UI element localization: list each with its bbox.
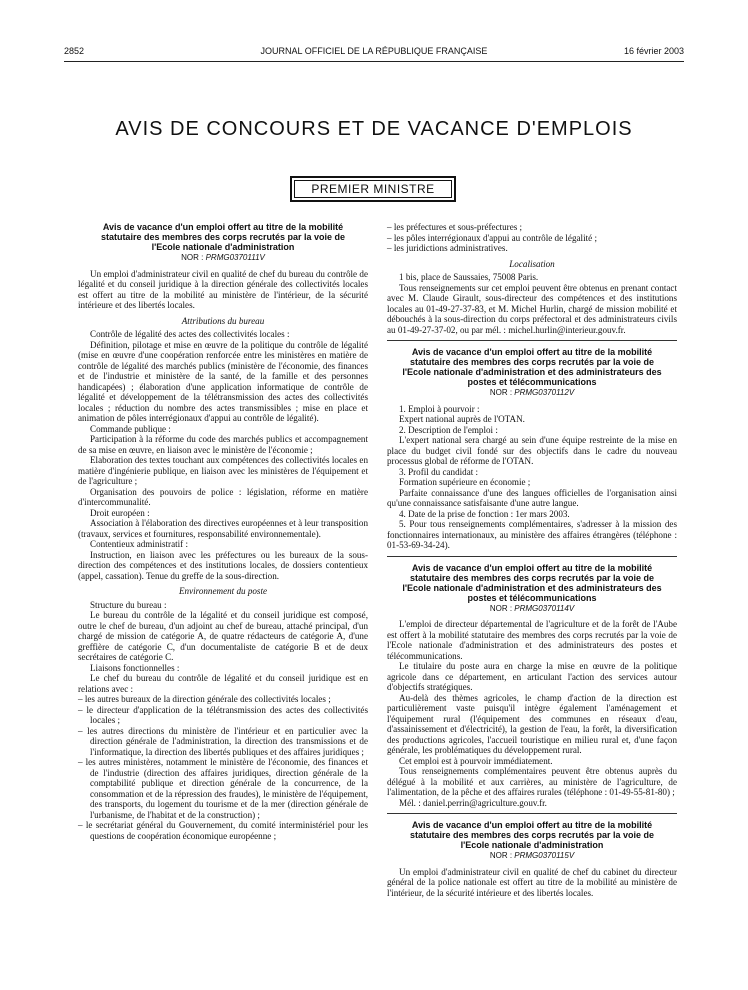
paragraph: Un emploi d'administrateur civil en qualité de chef du cabinet du directeur général de la police nationale est offert au titre de la mobilité au ministère de l'intérieur, de la sécurité intérieure et des libertés locales. [387,866,677,898]
paragraph: L'emploi de directeur départemental de l'agriculture et de la forêt de l'Aube est offert à la mobilité statutaire des membres des corps recrutés par la voie de l'Ecole nationale d'administration et des administrateurs des postes et télécommunications. [387,619,677,661]
divider [387,556,677,557]
nor-line [78,253,368,264]
paragraph: 3. Profil du candidat : [399,466,479,477]
paragraph: Contrôle de légalité des actes des collectivités locales : [90,329,290,339]
paragraph: Contentieux administratif : [90,539,188,549]
header-rule [64,61,684,62]
page-header [64,46,684,60]
avis-title: Avis de vacance d'un emploi offert au titre de la mobilité statutaire des membres des corps recrutés par la voie de l'Ecole nationale d'administration et des administrateurs des postes et télécommunications [402,347,662,387]
paragraph: Formation supérieure en économie ; [399,477,531,487]
intro-paragraph: Un emploi d'administrateur civil en qualité de chef du bureau du contrôle de légalité et du conseil juridique à la direction générale des collectivités locales est offert au titre de la mobilité au ministère de l'intérieur, de la sécurité intérieure et des libertés locales. [78,268,368,310]
avis-title: Avis de vacance d'un emploi offert au titre de la mobilité statutaire des membres des corps recrutés par la voie de l'Ecole nationale d'administration et des administrateurs des postes et télécommunications [402,562,662,603]
list-item: – le directeur d'application de la télétransmission des actes des collectivités locales ; [78,704,368,725]
relations-list-continued [387,222,677,254]
paragraph: Le chef du bureau du contrôle de légalité et du conseil juridique est en relations avec : [78,673,368,694]
nor-code: PRMG0370114V [514,603,575,613]
address: 1 bis, place de Saussaies, 75008 Paris. [399,272,539,282]
section-box [290,176,456,202]
nor-prefix: NOR : [489,851,515,860]
paragraph: Au-delà des thèmes agricoles, le champ d'action de la direction est particulièrement vaste puisqu'il intègre également l'aménagement et l'équipement rural (l'équipement des communes en réseaux d'eau, d'assainissement et d'électricité), la gestion de l'eau, la forêt, la diversification des productions agricoles, l'accueil touristique en milieu rural et, d'une façon générale, les problématiques du développement rural. [387,692,677,755]
paragraph: 4. Date de la prise de fonction : 1er mars 2003. [399,508,570,519]
list-item: – les autres bureaux de la direction générale des collectivités locales ; [78,694,331,704]
paragraph: Participation à la réforme du code des marchés publics et accompagnement de sa mise en œuvre, en liaison avec le ministère de l'économie ; [78,434,368,455]
localisation-heading: Localisation [509,258,555,269]
environnement-heading: Environnement du poste [178,586,268,596]
paragraph: Parfaite connaissance d'une des langues officielles de l'organisation ainsi qu'une connaissance satisfaisante d'une autre langue. [387,487,677,508]
nor-code: PRMG0370112V [514,388,575,397]
list-item: – les autres ministères, notamment le ministère de l'économie, des finances et de l'industrie (direction des affaires juridiques, direction générale de la comptabilité publique et direction générale de la concurrence, de la consommation et de la répression des fraudes), le ministère de l'équipement, des transports, du logement du tourisme et de la mer (direction générale de l'urbanisme, de l'habitat et de la construction) ; [78,757,368,820]
right-column [387,222,677,898]
paragraph: Liaisons fonctionnelles : [90,662,180,673]
paragraph: 1. Emploi à pourvoir : [399,403,480,414]
nor-line [387,388,677,399]
nor-line [387,604,677,615]
paragraph: 5. Pour tous renseignements complémentaires, s'adresser à la mission des fonctionnaires internationaux, au ministère des affaires étrangères (téléphone : 01-53-69-34-24). [387,519,677,550]
page-number: 2852 [64,46,85,56]
paragraph: Association à l'élaboration des directives européennes et à leur transposition (travaux, services et fournitures, responsabilité environnementale). [78,518,368,539]
paragraph: Tous renseignements complémentaires peuvent être obtenus auprès du délégué à la mobilité et aux carrières, au ministère de l'agriculture, de l'alimentation, de la pêche et des affaires rurales (téléphone : 01-49-55-81-80) ; [387,766,677,797]
paragraph: L'expert national sera chargé au sein d'une équipe restreinte de la mise en place du budget civil fondé sur des objectifs dans le cadre du nouveau processus global de réforme de l'OTAN. [387,435,677,466]
section-title: PREMIER MINISTRE [294,180,452,198]
paragraph: Droit européen : [90,507,150,518]
divider [387,813,677,814]
list-item: – les préfectures et sous-préfectures ; [387,222,523,232]
main-title: AVIS DE CONCOURS ET DE VACANCE D'EMPLOIS [115,118,633,140]
attributions-heading: Attributions du bureau [181,315,265,326]
list-item: – le secrétariat général du Gouvernement, du comité interministériel pour les questions de coopération économique européenne ; [78,820,368,841]
issue-date: 16 février 2003 [623,46,684,56]
nor-line [387,851,677,862]
paragraph: Le titulaire du poste aura en charge la mise en œuvre de la politique agricole dans ce département, en articulant l'action des services autour d'objectifs stratégiques. [387,661,677,692]
nor-code: PRMG0370111V [205,253,265,262]
paragraph: Définition, pilotage et mise en œuvre de la politique du contrôle de légalité (mise en œuvre d'une coopération renforcée entre les ministères en matière de contrôle de légalité des marchés publics (ministère de l'économie, des finances et de l'industrie et ministère de la santé, de la famille et des personnes handicapées) ; élaboration d'une application informatique de contrôle de légalité et développement de la télétransmission des actes des collectivités locales ; réduction du nombre des actes transmissibles ; mise en place et animation de pôles interrégionaux d'appui au contrôle de légalité). [78,339,368,423]
paragraph: Elaboration des textes touchant aux compétences des collectivités locales en matière d'ingénierie publique, en liaison avec les ministères de l'équipement et de l'agriculture ; [78,455,368,486]
list-item: – les juridictions administratives. [387,243,508,253]
paragraph: 2. Description de l'emploi : [399,424,498,435]
list-item: – les autres directions du ministère de l'intérieur et en particulier avec la direction générale de l'administration, la direction des transmissions et de l'informatique, la direction des libertés publiques et des affaires juridiques ; [78,725,368,757]
paragraph: Commande publique : [90,423,171,434]
nor-prefix: NOR : [489,603,515,613]
contact-paragraph: Tous renseignements sur cet emploi peuvent être obtenus en prenant contact avec M. Claude Girault, sous-directeur des compétences et des institutions locales au 01-49-27-37-83, et M. Michel Hurlin, chargé de mission mobilité et débouchés à la sous-direction du corps préfectoral et des administrateurs civils au 01-49-27-37-02, ou par mél. : michel.hurlin@interieur.gouv.fr. [387,282,677,335]
journal-title: JOURNAL OFFICIEL DE LA RÉPUBLIQUE FRANÇAISE [260,46,488,56]
paragraph: Organisation des pouvoirs de police : législation, réforme en matière d'intercommunalité. [78,486,368,507]
paragraph: Le bureau du contrôle de la légalité et du conseil juridique est composé, outre le chef de bureau, d'un adjoint au chef de bureau, attaché principal, d'un chargé de mission de catégorie A, de quatre rédacteurs de catégorie A, d'une greffière de catégorie C, d'un documentaliste de catégorie B et de deux secrétaires de catégorie C. [78,610,368,662]
relations-list [78,694,368,841]
nor-prefix: NOR : [489,388,515,397]
avis-title: Avis de vacance d'un emploi offert au titre de la mobilité statutaire des membres des corps recrutés par la voie de l'Ecole nationale d'administration [409,820,655,850]
divider [387,340,677,341]
left-column [78,222,368,841]
paragraph: Instruction, en liaison avec les préfectures ou les bureaux de la sous-direction des compétences et des institutions locales, de dossiers contentieux (appel, cassation). Tenue du greffe de la sous-direction. [78,549,368,581]
list-item: – les pôles interrégionaux d'appui au contrôle de légalité ; [387,232,597,243]
paragraph: Mél. : daniel.perrin@agriculture.gouv.fr. [399,797,547,808]
avis-title: Avis de vacance d'un emploi offert au titre de la mobilité statutaire des membres des corps recrutés par la voie de l'Ecole nationale d'administration [100,222,346,252]
paragraph: Structure du bureau : [90,599,167,610]
nor-prefix: NOR : [181,253,206,262]
nor-code: PRMG0370115V [514,851,575,860]
paragraph: Expert national auprès de l'OTAN. [399,414,525,424]
paragraph: Cet emploi est à pourvoir immédiatement. [399,755,553,766]
